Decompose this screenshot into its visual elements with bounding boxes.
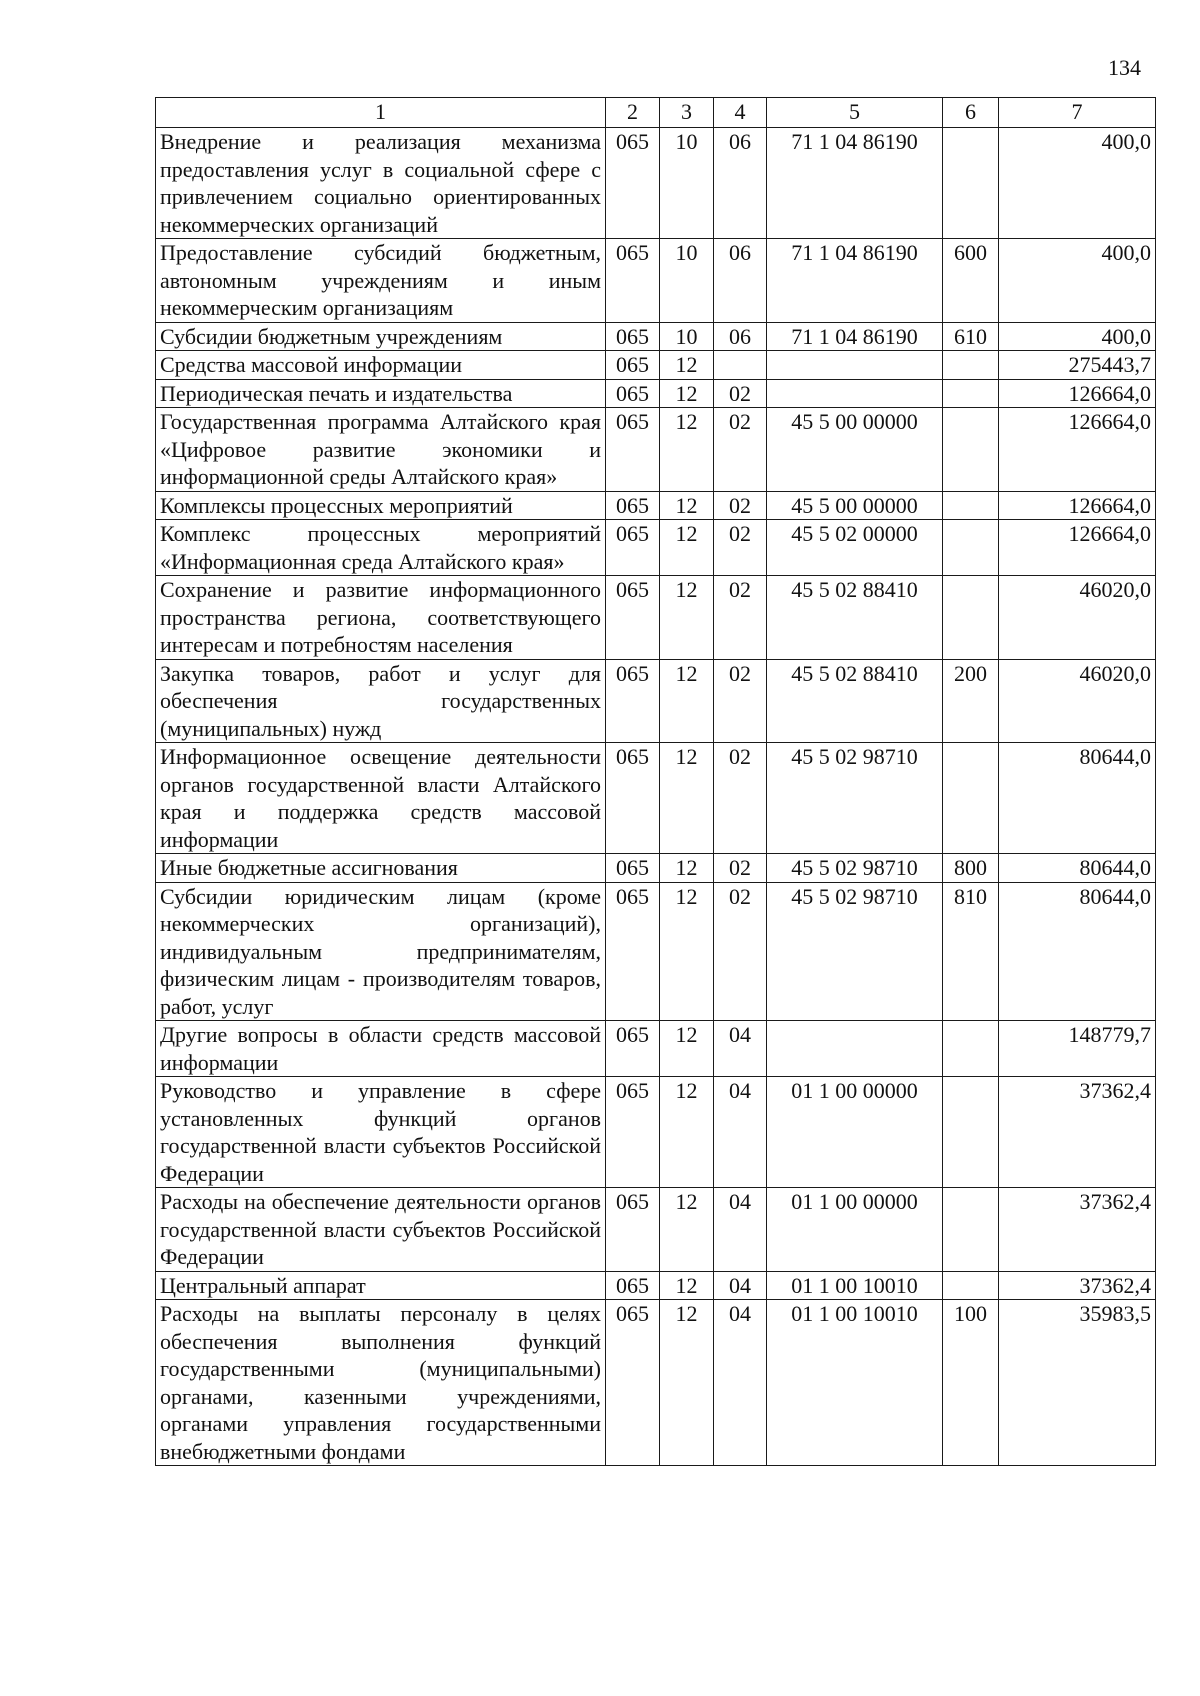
row-expense-type: 810 — [943, 882, 999, 1021]
row-subsection-code: 02 — [714, 743, 767, 854]
row-target-article: 45 5 02 98710 — [767, 854, 943, 883]
row-expense-type: 800 — [943, 854, 999, 883]
row-target-article: 01 1 00 00000 — [767, 1077, 943, 1188]
row-ministry-code: 065 — [606, 408, 660, 492]
row-amount: 148779,7 — [999, 1021, 1156, 1077]
table-row — [156, 1077, 1156, 1188]
row-expense-type — [943, 1271, 999, 1300]
table-row — [156, 854, 1156, 883]
row-amount: 400,0 — [999, 239, 1156, 323]
row-name: Иные бюджетные ассигнования — [156, 854, 606, 883]
table-row — [156, 520, 1156, 576]
row-section-code: 12 — [660, 882, 714, 1021]
row-name: Государственная программа Алтайского края «Цифровое развитие экономики и информационной среды Алтайского края» — [156, 408, 606, 492]
row-ministry-code: 065 — [606, 520, 660, 576]
row-subsection-code: 06 — [714, 239, 767, 323]
row-expense-type — [943, 1021, 999, 1077]
row-amount: 80644,0 — [999, 882, 1156, 1021]
row-ministry-code: 065 — [606, 239, 660, 323]
row-section-code: 12 — [660, 576, 714, 660]
row-name: Периодическая печать и издательства — [156, 379, 606, 408]
row-amount: 400,0 — [999, 322, 1156, 351]
row-expense-type — [943, 520, 999, 576]
row-section-code: 12 — [660, 1188, 714, 1272]
table-row — [156, 491, 1156, 520]
row-target-article: 71 1 04 86190 — [767, 128, 943, 239]
row-expense-type — [943, 576, 999, 660]
row-amount: 46020,0 — [999, 659, 1156, 743]
column-header-2: 2 — [606, 98, 660, 128]
row-section-code: 12 — [660, 854, 714, 883]
row-name: Субсидии бюджетным учреждениям — [156, 322, 606, 351]
column-header-7: 7 — [999, 98, 1156, 128]
table-row — [156, 1188, 1156, 1272]
row-target-article: 71 1 04 86190 — [767, 239, 943, 323]
row-subsection-code: 02 — [714, 882, 767, 1021]
row-section-code: 12 — [660, 1021, 714, 1077]
row-ministry-code: 065 — [606, 491, 660, 520]
table-row — [156, 408, 1156, 492]
row-ministry-code: 065 — [606, 1188, 660, 1272]
row-ministry-code: 065 — [606, 854, 660, 883]
row-ministry-code: 065 — [606, 351, 660, 380]
row-expense-type: 600 — [943, 239, 999, 323]
row-expense-type: 100 — [943, 1300, 999, 1466]
row-amount: 46020,0 — [999, 576, 1156, 660]
budget-table — [155, 97, 1156, 1466]
row-target-article — [767, 1021, 943, 1077]
row-section-code: 12 — [660, 491, 714, 520]
row-subsection-code: 02 — [714, 491, 767, 520]
row-ministry-code: 065 — [606, 1300, 660, 1466]
table-row — [156, 743, 1156, 854]
row-target-article: 45 5 00 00000 — [767, 408, 943, 492]
row-section-code: 10 — [660, 128, 714, 239]
row-subsection-code: 02 — [714, 379, 767, 408]
row-amount: 275443,7 — [999, 351, 1156, 380]
row-name: Информационное освещение деятельности органов государственной власти Алтайского края и поддержка средств массовой информации — [156, 743, 606, 854]
row-name: Комплексы процессных мероприятий — [156, 491, 606, 520]
row-target-article: 45 5 00 00000 — [767, 491, 943, 520]
row-name: Закупка товаров, работ и услуг для обеспечения государственных (муниципальных) нужд — [156, 659, 606, 743]
row-subsection-code: 06 — [714, 322, 767, 351]
row-subsection-code: 04 — [714, 1271, 767, 1300]
column-header-3: 3 — [660, 98, 714, 128]
row-target-article — [767, 379, 943, 408]
row-expense-type — [943, 379, 999, 408]
row-section-code: 12 — [660, 379, 714, 408]
row-amount: 80644,0 — [999, 743, 1156, 854]
row-section-code: 12 — [660, 351, 714, 380]
row-ministry-code: 065 — [606, 1271, 660, 1300]
row-target-article: 45 5 02 00000 — [767, 520, 943, 576]
row-ministry-code: 065 — [606, 322, 660, 351]
row-expense-type: 610 — [943, 322, 999, 351]
row-expense-type: 200 — [943, 659, 999, 743]
row-target-article: 01 1 00 10010 — [767, 1300, 943, 1466]
row-name: Внедрение и реализация механизма предоставления услуг в социальной сфере с привлечением социально ориентированных некоммерческих организаций — [156, 128, 606, 239]
row-amount: 37362,4 — [999, 1077, 1156, 1188]
row-ministry-code: 065 — [606, 576, 660, 660]
row-amount: 35983,5 — [999, 1300, 1156, 1466]
row-amount: 80644,0 — [999, 854, 1156, 883]
row-expense-type — [943, 351, 999, 380]
row-target-article — [767, 351, 943, 380]
header-row — [156, 98, 1156, 128]
row-amount: 126664,0 — [999, 379, 1156, 408]
row-amount: 126664,0 — [999, 408, 1156, 492]
row-name: Другие вопросы в области средств массовой информации — [156, 1021, 606, 1077]
row-section-code: 12 — [660, 1271, 714, 1300]
table-row — [156, 882, 1156, 1021]
table-row — [156, 322, 1156, 351]
table-body — [156, 128, 1156, 1466]
row-name: Комплекс процессных мероприятий «Информационная среда Алтайского края» — [156, 520, 606, 576]
row-expense-type — [943, 128, 999, 239]
table-row — [156, 659, 1156, 743]
row-expense-type — [943, 408, 999, 492]
row-amount: 400,0 — [999, 128, 1156, 239]
row-subsection-code — [714, 351, 767, 380]
row-name: Сохранение и развитие информационного пространства региона, соответствующего интересам и потребностям населения — [156, 576, 606, 660]
row-ministry-code: 065 — [606, 659, 660, 743]
table-row — [156, 351, 1156, 380]
row-amount: 126664,0 — [999, 520, 1156, 576]
row-section-code: 12 — [660, 1077, 714, 1188]
row-subsection-code: 02 — [714, 576, 767, 660]
row-section-code: 12 — [660, 1300, 714, 1466]
table-row — [156, 379, 1156, 408]
row-expense-type — [943, 743, 999, 854]
row-section-code: 12 — [660, 659, 714, 743]
row-name: Центральный аппарат — [156, 1271, 606, 1300]
row-name: Руководство и управление в сфере установленных функций органов государственной власти субъектов Российской Федерации — [156, 1077, 606, 1188]
row-target-article: 45 5 02 88410 — [767, 659, 943, 743]
row-name: Расходы на выплаты персоналу в целях обеспечения выполнения функций государственными (муниципальными) органами, казенными учреждениями, органами управления государственными внебюджетными фондами — [156, 1300, 606, 1466]
row-name: Средства массовой информации — [156, 351, 606, 380]
row-target-article: 71 1 04 86190 — [767, 322, 943, 351]
row-subsection-code: 02 — [714, 659, 767, 743]
column-header-1: 1 — [156, 98, 606, 128]
table-row — [156, 128, 1156, 239]
row-subsection-code: 02 — [714, 408, 767, 492]
page-number: 134 — [1108, 55, 1141, 80]
row-subsection-code: 04 — [714, 1188, 767, 1272]
row-section-code: 10 — [660, 322, 714, 351]
column-header-5: 5 — [767, 98, 943, 128]
column-header-4: 4 — [714, 98, 767, 128]
row-expense-type — [943, 491, 999, 520]
row-ministry-code: 065 — [606, 128, 660, 239]
row-section-code: 12 — [660, 743, 714, 854]
row-amount: 37362,4 — [999, 1188, 1156, 1272]
column-header-6: 6 — [943, 98, 999, 128]
row-name: Предоставление субсидий бюджетным, автономным учреждениям и иным некоммерческим организациям — [156, 239, 606, 323]
row-subsection-code: 02 — [714, 854, 767, 883]
row-subsection-code: 04 — [714, 1077, 767, 1188]
row-section-code: 12 — [660, 408, 714, 492]
row-section-code: 10 — [660, 239, 714, 323]
table-row — [156, 1300, 1156, 1466]
row-ministry-code: 065 — [606, 379, 660, 408]
table-row — [156, 1271, 1156, 1300]
row-target-article: 45 5 02 98710 — [767, 743, 943, 854]
row-subsection-code: 06 — [714, 128, 767, 239]
row-subsection-code: 04 — [714, 1021, 767, 1077]
row-target-article: 45 5 02 88410 — [767, 576, 943, 660]
row-ministry-code: 065 — [606, 1021, 660, 1077]
table-header — [156, 98, 1156, 128]
table-row — [156, 239, 1156, 323]
row-expense-type — [943, 1077, 999, 1188]
row-amount: 37362,4 — [999, 1271, 1156, 1300]
table-row — [156, 1021, 1156, 1077]
row-subsection-code: 02 — [714, 520, 767, 576]
row-ministry-code: 065 — [606, 882, 660, 1021]
row-expense-type — [943, 1188, 999, 1272]
row-amount: 126664,0 — [999, 491, 1156, 520]
row-target-article: 01 1 00 00000 — [767, 1188, 943, 1272]
row-name: Субсидии юридическим лицам (кроме некоммерческих организаций), индивидуальным предпринимателям, физическим лицам - производителям товаров, работ, услуг — [156, 882, 606, 1021]
row-target-article: 45 5 02 98710 — [767, 882, 943, 1021]
table-row — [156, 576, 1156, 660]
row-name: Расходы на обеспечение деятельности органов государственной власти субъектов Российской Федерации — [156, 1188, 606, 1272]
row-ministry-code: 065 — [606, 743, 660, 854]
row-ministry-code: 065 — [606, 1077, 660, 1188]
row-section-code: 12 — [660, 520, 714, 576]
row-target-article: 01 1 00 10010 — [767, 1271, 943, 1300]
row-subsection-code: 04 — [714, 1300, 767, 1466]
